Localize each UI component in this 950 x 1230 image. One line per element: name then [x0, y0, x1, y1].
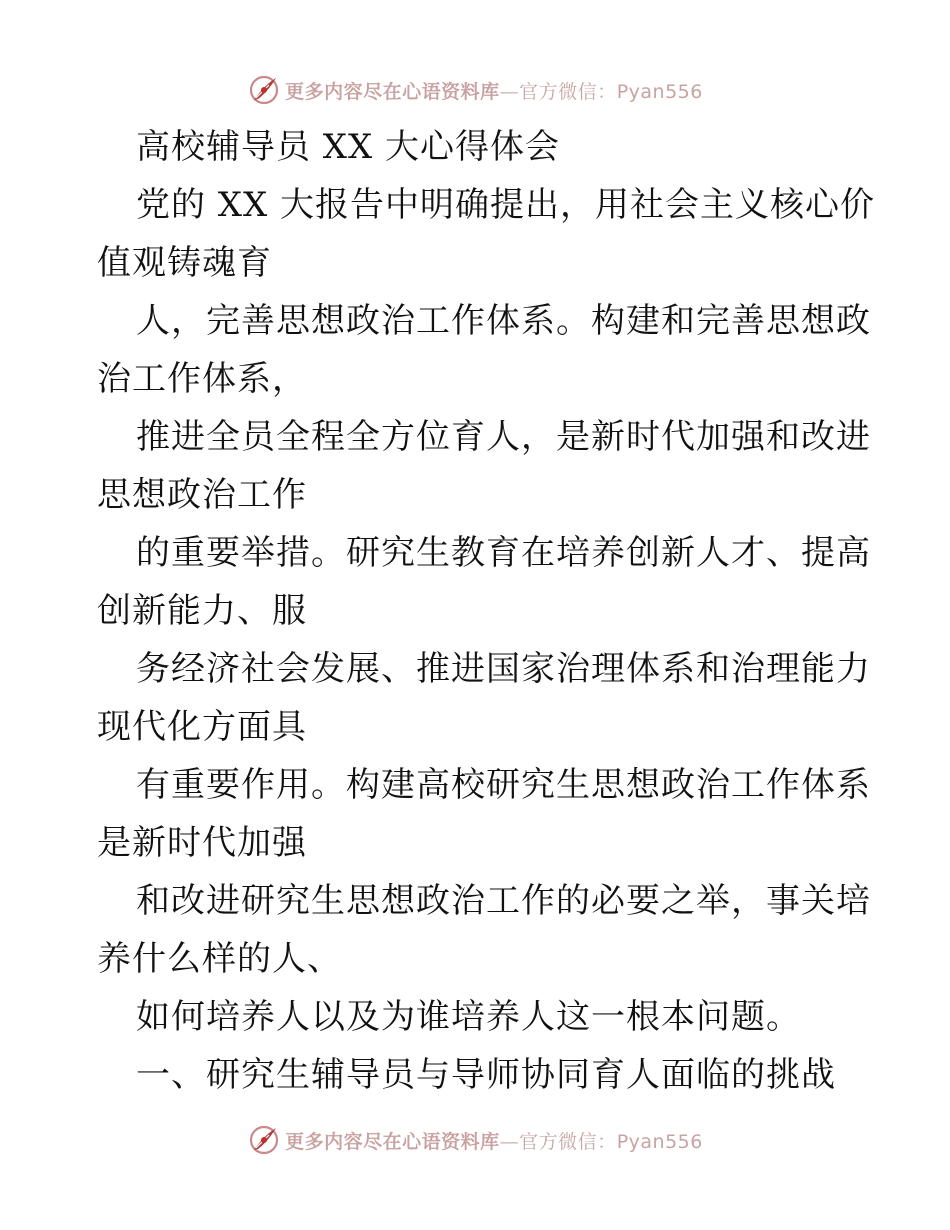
- paragraph-line: 治工作体系，: [97, 359, 307, 399]
- watermark-wechat-id: Pyan556: [616, 1130, 703, 1153]
- feather-pen-logo-icon: [247, 73, 281, 107]
- watermark-dash: —: [499, 1130, 520, 1153]
- paragraph-line: 推进全员全程全方位育人，是新时代加强和改进: [136, 417, 871, 457]
- watermark-wechat-label: 官方微信：: [519, 80, 617, 103]
- paragraph-line: 党的 XX 大报告中明确提出，用社会主义核心价: [136, 185, 876, 225]
- paragraph-line: 思想政治工作: [97, 475, 307, 515]
- paragraph-line: 务经济社会发展、推进国家治理体系和治理能力: [136, 649, 871, 689]
- document-title: 高校辅导员 XX 大心得体会: [136, 127, 561, 167]
- watermark-main-text: 更多内容尽在心语资料库: [285, 1130, 500, 1153]
- feather-pen-logo-icon: [247, 1123, 281, 1157]
- watermark-main-text: 更多内容尽在心语资料库: [285, 80, 500, 103]
- paragraph-line: 养什么样的人、: [97, 939, 342, 979]
- paragraph-line: 人，完善思想政治工作体系。构建和完善思想政: [136, 301, 871, 341]
- paragraph-line: 和改进研究生思想政治工作的必要之举，事关培: [136, 881, 871, 921]
- paragraph-line: 是新时代加强: [97, 823, 307, 863]
- watermark-dash: —: [499, 80, 520, 103]
- watermark-text: [285, 77, 703, 104]
- footer-watermark: [0, 1120, 950, 1160]
- watermark-wechat-label: 官方微信：: [519, 1130, 617, 1153]
- header-watermark: [0, 70, 950, 110]
- paragraph-line: 有重要作用。构建高校研究生思想政治工作体系: [136, 765, 871, 805]
- paragraph-line: 现代化方面具: [97, 707, 307, 747]
- paragraph-line: 如何培养人以及为谁培养人这一根本问题。: [136, 997, 801, 1037]
- watermark-wechat-id: Pyan556: [616, 80, 703, 103]
- paragraph-line: 值观铸魂育: [97, 243, 272, 283]
- paragraph-line: 创新能力、服: [97, 591, 307, 631]
- section-heading: 一、研究生辅导员与导师协同育人面临的挑战: [136, 1055, 836, 1095]
- paragraph-line: 的重要举措。研究生教育在培养创新人才、提高: [136, 533, 871, 573]
- watermark-text: [285, 1127, 703, 1154]
